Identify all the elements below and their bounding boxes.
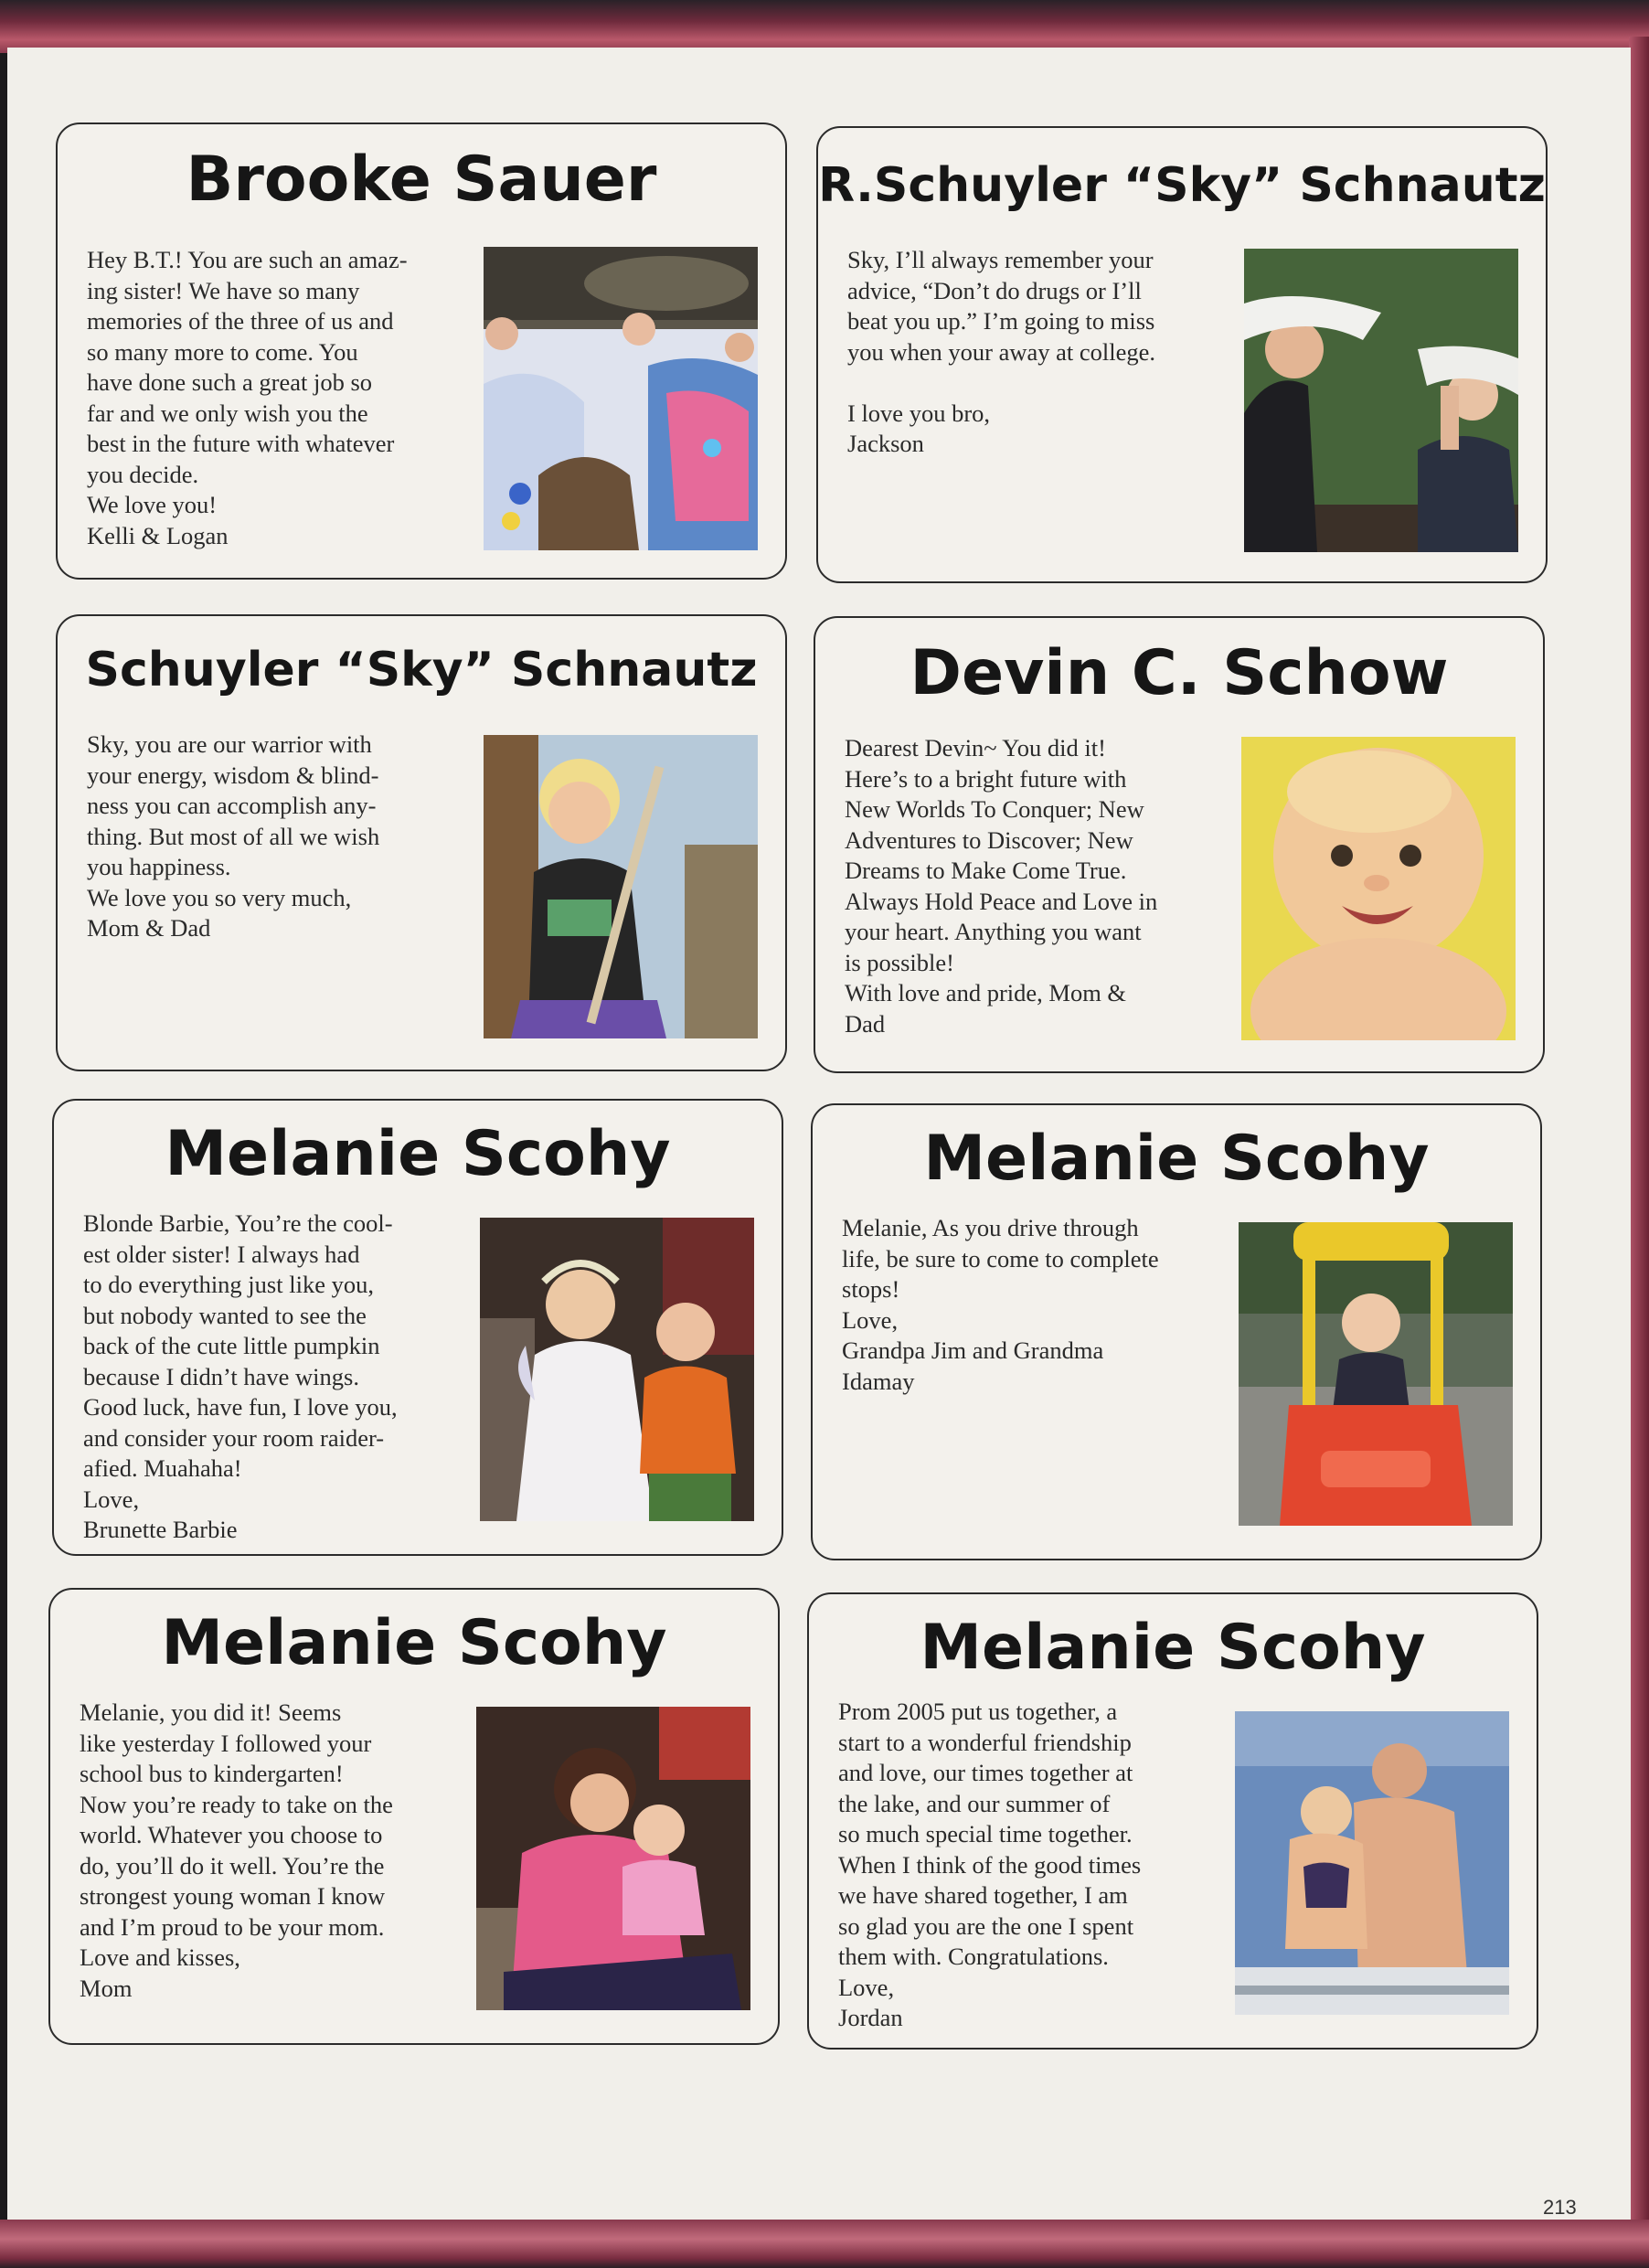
photo xyxy=(1235,1711,1509,2015)
photo xyxy=(480,1218,754,1521)
binding-bottom xyxy=(0,2220,1649,2268)
tribute-card xyxy=(48,1588,780,2045)
photo-sleeping-bags xyxy=(484,247,758,550)
card-message: Hey B.T.! You are such an amaz- ing sister! We have so many memories of the three of us and so many more to come. You have done such a great job so far and we only wish you the best in the future with whatever you decide. We love you! Kelli & Logan xyxy=(87,246,408,549)
photo-toy-car xyxy=(1239,1222,1513,1526)
card-message: Sky, I’ll always remember your advice, “Don’t do drugs or I’ll beat you up.” I’m going to miss you when your away at college. I love you bro, Jackson xyxy=(847,246,1156,457)
card-message: Blonde Barbie, You’re the cool- est older sister! I always had to do everything just like you, but nobody wanted to see the back of the cute little pumpkin because I didn’t have wings. Good luck, have fun, I love you, and consider your room raider- afied. Muahaha! Love, Brunette Barbie xyxy=(83,1209,398,1543)
card-name: Melanie Scohy xyxy=(165,1118,671,1190)
photo xyxy=(1244,249,1518,552)
card-name: Melanie Scohy xyxy=(923,1123,1430,1195)
tribute-card xyxy=(52,1099,783,1556)
page-number: 213 xyxy=(1543,2196,1577,2219)
card-name: Melanie Scohy xyxy=(920,1612,1426,1684)
card-message: Sky, you are our warrior with your energy, wisdom & blind- ness you can accomplish any- thing. But most of all we wish you happiness. We love you so very much, Mom & Dad xyxy=(87,730,380,942)
card-message: Melanie, As you drive through life, be sure to come to complete stops! Love, Grandpa Jim and Grandma Idamay xyxy=(842,1214,1159,1395)
photo xyxy=(1239,1222,1513,1526)
photo-couple-at-lake xyxy=(1235,1711,1509,2015)
card-message: Dearest Devin~ You did it! Here’s to a bright future with New Worlds To Conquer; New Adventures to Discover; New Dreams to Make Come True. Always Hold Peace and Love in your heart. Anything you want is possible! With love and pride, Mom & Dad xyxy=(845,734,1158,1038)
tribute-card xyxy=(811,1103,1542,1560)
card-name: Schuyler “Sky” Schnautz xyxy=(85,643,758,697)
card-name: Devin C. Schow xyxy=(910,637,1449,709)
photo-boy-with-stick xyxy=(484,735,758,1038)
tribute-card xyxy=(814,616,1545,1073)
tribute-card xyxy=(816,126,1548,583)
photo xyxy=(484,247,758,550)
tribute-card xyxy=(56,614,787,1071)
card-message: Melanie, you did it! Seems like yesterday I followed your school bus to kindergarten! Now you’re ready to take on the world. Whatever you choose to do, you’ll do it well. You’re the strongest young woman I know and I’m proud to be your mom. Love and kisses, Mom xyxy=(80,1698,393,2002)
photo xyxy=(1241,737,1516,1040)
photo-costumes xyxy=(480,1218,754,1521)
yearbook-page xyxy=(7,48,1631,2227)
photo xyxy=(476,1707,750,2010)
photo-boys-saluting xyxy=(1244,249,1518,552)
card-name: Brooke Sauer xyxy=(186,144,657,216)
photo-smiling-baby xyxy=(1241,737,1516,1040)
tribute-card xyxy=(807,1592,1538,2050)
page-edge xyxy=(1629,37,1649,2231)
tribute-card xyxy=(56,122,787,580)
photo-mother-and-toddler xyxy=(476,1707,750,2010)
photo xyxy=(484,735,758,1038)
card-name: Melanie Scohy xyxy=(161,1607,667,1679)
binding-top xyxy=(0,0,1649,53)
card-message: Prom 2005 put us together, a start to a wonderful friendship and love, our times together at the lake, and our summer of so much special time together. When I think of the good times we have shared together, I am so glad you are the one I spent them with. Congratulations. Love, Jordan xyxy=(838,1698,1142,2031)
card-name: R.Schuyler “Sky” Schnautz xyxy=(818,158,1546,213)
